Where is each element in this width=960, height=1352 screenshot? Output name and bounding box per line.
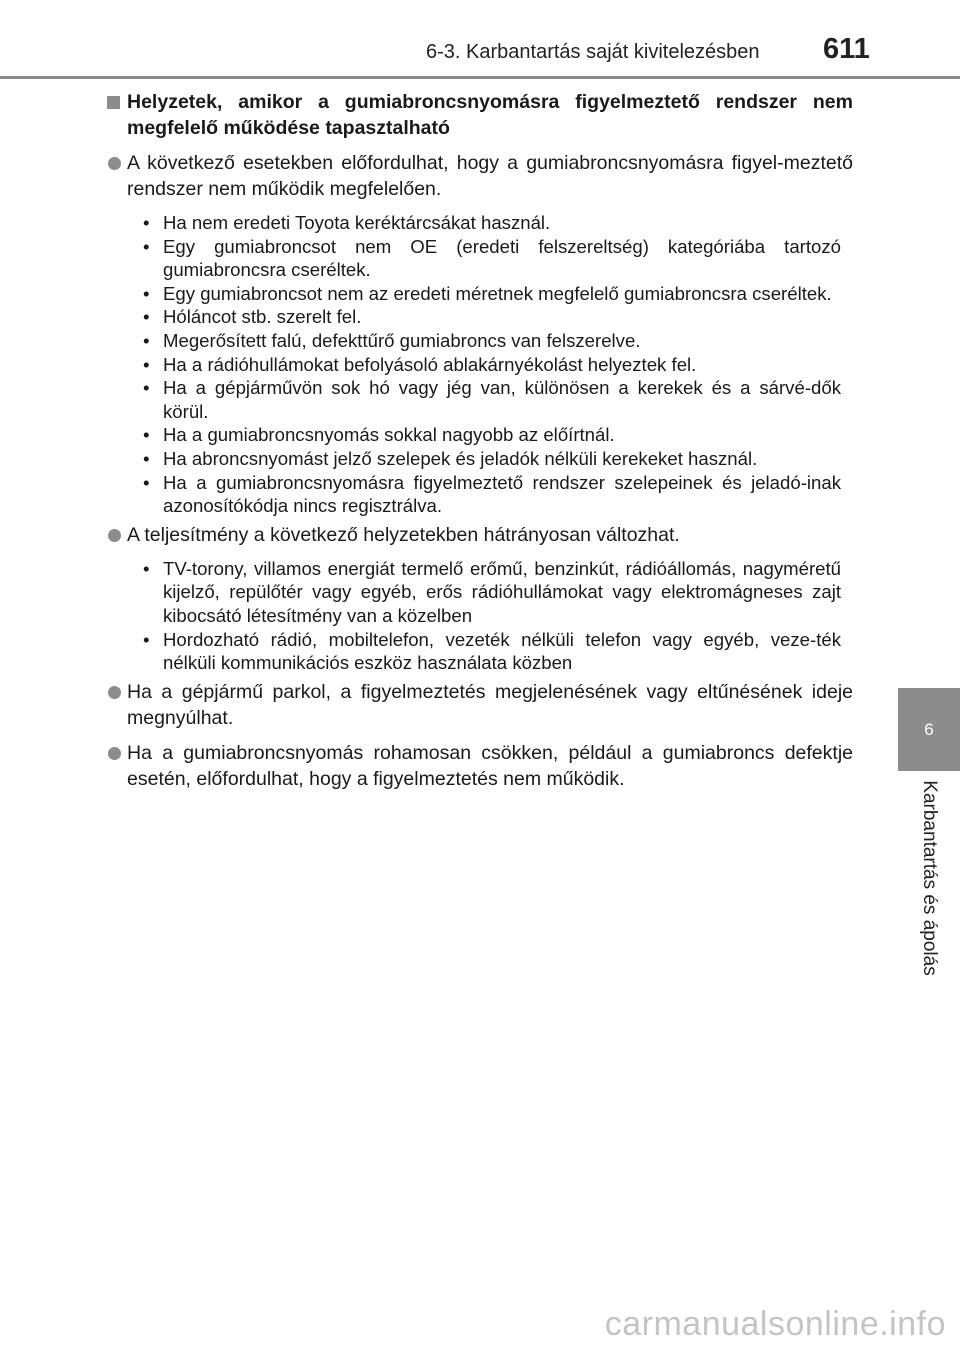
list-item [127,235,841,282]
list-item-text: Ha abroncsnyomást jelző szelepek és jeladók nélküli kerekeket használ. [163,447,758,469]
paragraph-4-text: Ha a gumiabroncsnyomás rohamosan csökken, például a gumiabroncs defektje esetén, előfordulhat, hogy a figyelmeztetés nem működik. [127,741,853,790]
list-item-text: Egy gumiabroncsot nem OE (eredeti felszereltség) kategóriába tartozó gumiabroncsra cseréltek. [163,235,841,281]
bullet-mark: • [143,377,150,399]
bullet-mark: • [143,306,150,328]
list-item [127,305,841,329]
list-item [127,353,841,377]
bullet-mark: • [143,212,150,233]
paragraph-2-text: A teljesítmény a következő helyzetekben hátrányosan változhat. [127,523,680,546]
circle-bullet-icon [108,529,121,542]
section-heading-text: Helyzetek, amikor a gumiabroncsnyomásra figyelmeztető rendszer nem megfelelő működése tapasztalható [127,91,853,139]
list-item-text: Megerősített falú, defekttűrő gumiabroncs van felszerelve. [163,329,641,351]
paragraph-1 [107,150,853,202]
page-content [107,89,853,801]
header-divider [0,76,960,79]
list-item [127,471,841,518]
section-title: 6-3. Karbantartás saját kivitelezésben [426,41,760,63]
circle-bullet-icon [108,686,121,699]
list-item [127,628,841,675]
bullet-mark: • [143,471,150,493]
list-item-text: Ha a gumiabroncsnyomás sokkal nagyobb az előírtnál. [163,424,615,446]
bullet-mark: • [143,424,150,446]
list-item [127,423,841,447]
section-heading [107,89,853,141]
chapter-tab [898,688,960,771]
bullet-list-1 [107,211,853,518]
bullet-mark: • [143,447,150,469]
bullet-mark: • [143,628,150,650]
bullet-mark: • [143,282,150,304]
paragraph-2 [107,522,853,548]
list-item-text: TV-torony, villamos energiát termelő erőmű, benzinkút, rádióállomás, nagyméretű kijelző, repülőtér vagy egyéb, erős rádióhullámokat vagy elektromágneses zajt kibocsátó létesítmény van a közelben [163,557,841,626]
watermark: carmanualsonline.info [604,1305,946,1343]
square-bullet-icon [107,96,120,109]
circle-bullet-icon [108,157,121,170]
list-item-text: Hóláncot stb. szerelt fel. [163,306,362,328]
list-item [127,282,841,306]
list-item-text: Ha a rádióhullámokat befolyásoló ablakárnyékolást helyeztek fel. [163,353,697,375]
paragraph-3-text: Ha a gépjármű parkol, a figyelmeztetés megjelenésének vagy eltűnésének ideje megnyúlhat. [127,680,853,729]
bullet-list-2 [107,557,853,675]
bullet-mark: • [143,235,150,257]
page-number: 611 [823,33,870,65]
list-item [127,376,841,423]
list-item [127,447,841,471]
list-item [127,211,841,235]
bullet-mark: • [143,329,150,351]
paragraph-1-text: A következő esetekben előfordulhat, hogy a gumiabroncsnyomásra figyel-meztető rendszer nem működik megfelelően. [127,152,853,200]
list-item-text: Ha a gépjárművön sok hó vagy jég van, különösen a kerekek és a sárvé-dők körül. [163,377,841,422]
list-item [127,557,841,628]
list-item-text: Hordozható rádió, mobiltelefon, vezeték nélküli telefon vagy egyéb, veze-ték nélküli kommunikációs eszköz használata közben [163,628,841,674]
list-item-text: Egy gumiabroncsot nem az eredeti méretnek megfelelő gumiabroncsra cseréltek. [163,282,832,304]
chapter-number: 6 [924,720,934,739]
paragraph-4 [107,740,853,792]
bullet-mark: • [143,557,150,579]
circle-bullet-icon [108,747,121,760]
list-item-text: Ha a gumiabroncsnyomásra figyelmeztető rendszer szelepeinek és jeladó-inak azonosítókódja nincs regisztrálva. [163,471,841,517]
bullet-mark: • [143,353,150,375]
list-item-text: Ha nem eredeti Toyota keréktárcsákat használ. [163,212,551,233]
list-item [127,329,841,353]
chapter-title: Karbantartás és ápolás [919,780,940,976]
paragraph-3 [107,679,853,731]
